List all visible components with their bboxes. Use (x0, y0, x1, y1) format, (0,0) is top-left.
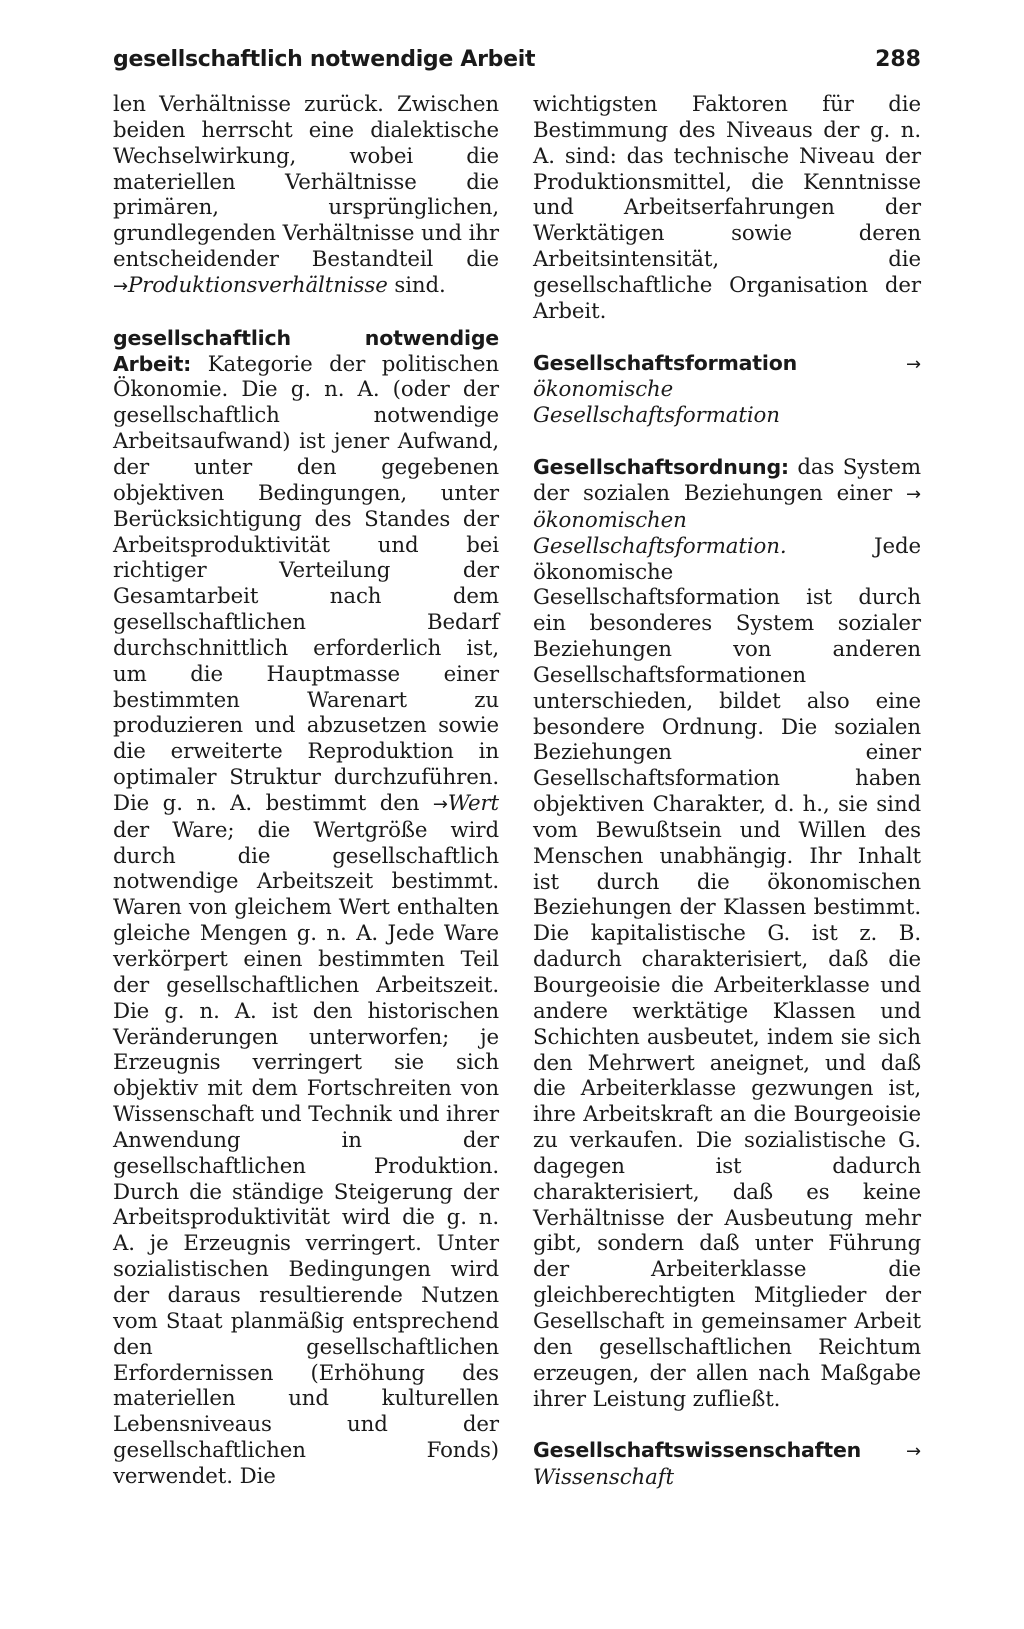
cross-reference-link[interactable]: Produktionsverhältnisse (127, 272, 388, 298)
cross-reference-link[interactable]: Wert (447, 790, 499, 816)
cross-reference-link[interactable]: ökonomischen Gesellschaftsformation. (533, 507, 787, 559)
entry-continuation-left (113, 92, 499, 300)
body-text: der Ware; die Wertgröße wird durch die gesellschaftlich notwendige Arbeitszeit bestimmt. Waren von gleichem Wert enthalten gleiche Mengen g. n. A. Jede Ware verkörpert einen bestimmten Teil der gesellschaftlichen Arbeitszeit. Die g. n. A. ist den historischen Veränderungen unterworfen; je Erzeugnis verringert sie sich objektiv mit dem Fortschreiten von Wissenschaft und Technik und ihrer Anwendung in der gesellschaftlichen Produktion. Durch die ständige Steigerung der Arbeitsproduktivität wird die g. n. A. je Erzeugnis verringert. Unter sozialistischen Bedingungen wird der daraus resultierende Nutzen vom Staat planmäßig entsprechend den gesellschaftlichen Erfordernissen (Erhöhung des materiellen und kulturellen Lebensniveaus und der gesellschaftlichen Fonds) verwendet. Die (113, 817, 499, 1489)
entry-continuation-right: wichtigsten Faktoren für die Bestimmung des Niveaus der g. n. A. sind: das technische Niveau der Produktionsmittel, die Kenntnisse und Arbeitserfahrungen der Werktätigen sowie deren Arbeitsintensität, die gesellschaftliche Organisation der Arbeit. (533, 92, 921, 324)
entry-gesellschaftlich-notwendige-arbeit (113, 326, 499, 1490)
entry-headword: Gesellschaftsformation (533, 350, 798, 375)
body-text: das System der sozialen Beziehungen einer (533, 455, 921, 506)
cross-reference-arrow-icon: → (906, 1441, 921, 1463)
entry-headword: Gesellschaftswissenschaften (533, 1438, 862, 1463)
cross-reference-arrow-icon: → (113, 275, 128, 297)
cross-reference-arrow-icon: → (432, 793, 448, 815)
body-text: Jede ökonomische Gesellschaftsformation ist durch ein besonderes System sozialer Beziehungen von anderen Gesellschaftsformationen unterschieden, bildet also eine besondere Ordnung. Die sozialen Beziehungen einer Gesellschaftsformation haben objektiven Charakter, d. h., sie sind vom Bewußtsein und Willen des Menschen unabhängig. Ihr Inhalt ist durch die ökonomischen Beziehungen der Klassen bestimmt. Die kapitalistische G. ist z. B. dadurch charakterisiert, daß die Bourgeoisie die Arbeiterklasse und andere werktätige Klassen und Schichten ausbeutet, indem sie sich den Mehrwert aneignet, und daß die Arbeiterklasse gezwungen ist, ihre Arbeitskraft an die Bourgeoisie zu verkaufen. Die sozialistische G. dagegen ist dadurch charakterisiert, daß es keine Verhältnisse der Ausbeutung mehr gibt, sondern daß unter Führung der Arbeiterklasse die gleichberechtigten Mitglieder der Gesellschaft in gemeinsamer Arbeit den gesellschaftlichen Reichtum erzeugen, der allen nach Maßgabe ihrer Leistung zufließt. (533, 533, 921, 1412)
entry-headword: Gesellschaftsordnung: (533, 455, 789, 480)
cross-reference-arrow-icon: → (906, 353, 921, 375)
entry-gesellschaftsordnung (533, 455, 921, 1412)
left-column (113, 92, 499, 1490)
cross-reference-link[interactable]: Wissenschaft (533, 1465, 675, 1491)
body-text: len Verhältnisse zurück. Zwischen beiden herrscht eine dialektische Wechselwirkung, wobei die materiellen Verhältnisse die primären, ursprünglichen, grundlegenden Verhältnisse und ihr entscheidender Bestandteil die (113, 92, 499, 273)
running-head (113, 42, 921, 78)
entry-headword: gesellschaftlich notwendige Arbeit: (113, 325, 499, 376)
page-number: 288 (875, 47, 921, 72)
entry-gesellschaftswissenschaften (533, 1438, 921, 1491)
right-column (533, 92, 921, 1491)
body-text: Kategorie der politischen Ökonomie. Die g. n. A. (oder der gesellschaftlich notwendige Arbeitsaufwand) ist jener Aufwand, der unter den gegebenen objektiven Bedingungen, unter Berücksichtigung des Standes der Arbeitsproduktivität und bei richtiger Verteilung der Gesamtarbeit nach dem gesellschaftlichen Bedarf durchschnittlich erforderlich ist, um die Hauptmasse einer bestimmten Warenart zu produzieren und abzusetzen sowie die erweiterte Reproduktion in optimaler Struktur durchzuführen. Die g. n. A. bestimmt den (113, 351, 499, 816)
running-title: gesellschaftlich notwendige Arbeit (113, 47, 536, 72)
body-text: sind. (387, 272, 446, 298)
cross-reference-arrow-icon: → (906, 483, 921, 505)
entry-gesellschaftsformation (533, 351, 921, 430)
cross-reference-link[interactable]: ökonomische Gesellschaftsformation (533, 377, 780, 429)
